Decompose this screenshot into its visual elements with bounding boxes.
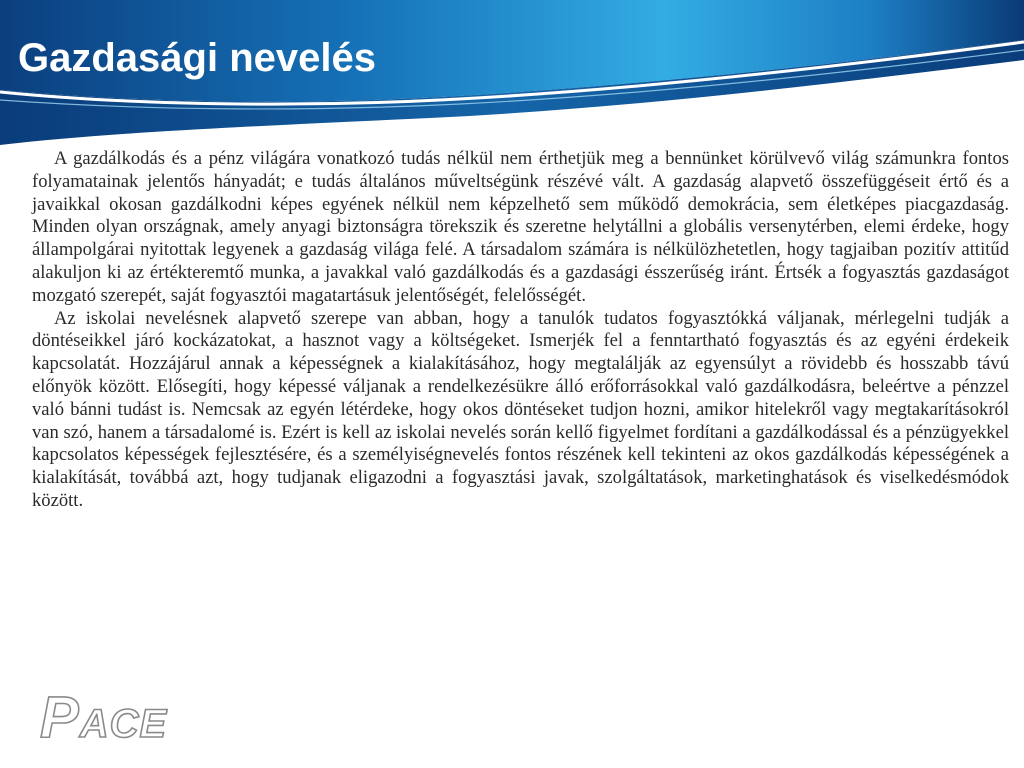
slide-title: Gazdasági nevelés bbox=[18, 36, 376, 80]
body-text bbox=[32, 148, 1009, 513]
paragraph-1: A gazdálkodás és a pénz világára vonatkozó tudás nélkül nem érthetjük meg a bennünket körülvevő világ számunkra fontos folyamatainak jelentős hányadát; e tudás általános műveltségünk részévé vált. A gazdaság alapvető összefüggéseit értő és a javaikkal okosan gazdálkodni képes egyének nélkül nem képzelhető sem működő demokrácia, sem életképes piacgazdaság. Minden olyan országnak, amely anyagi biztonságra törekszik és szeretne helytállni a globális versenytérben, elemi érdeke, hogy állampolgárai nyitottak legyenek a gazdaság világa felé. A társadalom számára is nélkülözhetetlen, hogy tagjaiban pozitív attitűd alakuljon ki az értékteremtő munka, a javakkal való gazdálkodás és a gazdasági ésszerűség iránt. Értsék a fogyasztás gazdaságot mozgató szerepét, saját fogyasztói magatartásuk jelentőségét, felelősségét. bbox=[32, 148, 1009, 306]
slide-header bbox=[0, 0, 1024, 145]
pace-logo bbox=[40, 684, 167, 751]
logo-first-letter: P bbox=[40, 685, 80, 750]
logo-rest: ACE bbox=[79, 702, 168, 746]
paragraph-2: Az iskolai nevelésnek alapvető szerepe van abban, hogy a tanulók tudatos fogyasztókká váljanak, mérlegelni tudják a döntéseikkel járó kockázatokat, a hasznot vagy a költségeket. Ismerjék fel a fenntartható fogyasztás és az egyéni érdekeik kapcsolatát. Hozzájárul annak a képességnek a kialakításához, hogy megtalálják az egyensúlyt a rövidebb és hosszabb távú előnyök között. Elősegíti, hogy képessé váljanak a rendelkezésükre álló erőforrásokkal való gazdálkodásra, beleértve a pénzzel való bánni tudást is. Nemcsak az egyén létérdeke, hogy okos döntéseket tudjon hozni, amikor hitelekről vagy megtakarításokról van szó, hanem a társadalomé is. Ezért is kell az iskolai nevelés során kellő figyelmet fordítani a gazdálkodással és a pénzügyekkel kapcsolatos képességek fejlesztésére, és a személyiségnevelés fontos részének kell tekinteni az okos gazdálkodás képességének a kialakítását, továbbá azt, hogy tudjanak eligazodni a fogyasztási javak, szolgáltatások, marketinghatások és viselkedésmódok között. bbox=[32, 307, 1009, 511]
